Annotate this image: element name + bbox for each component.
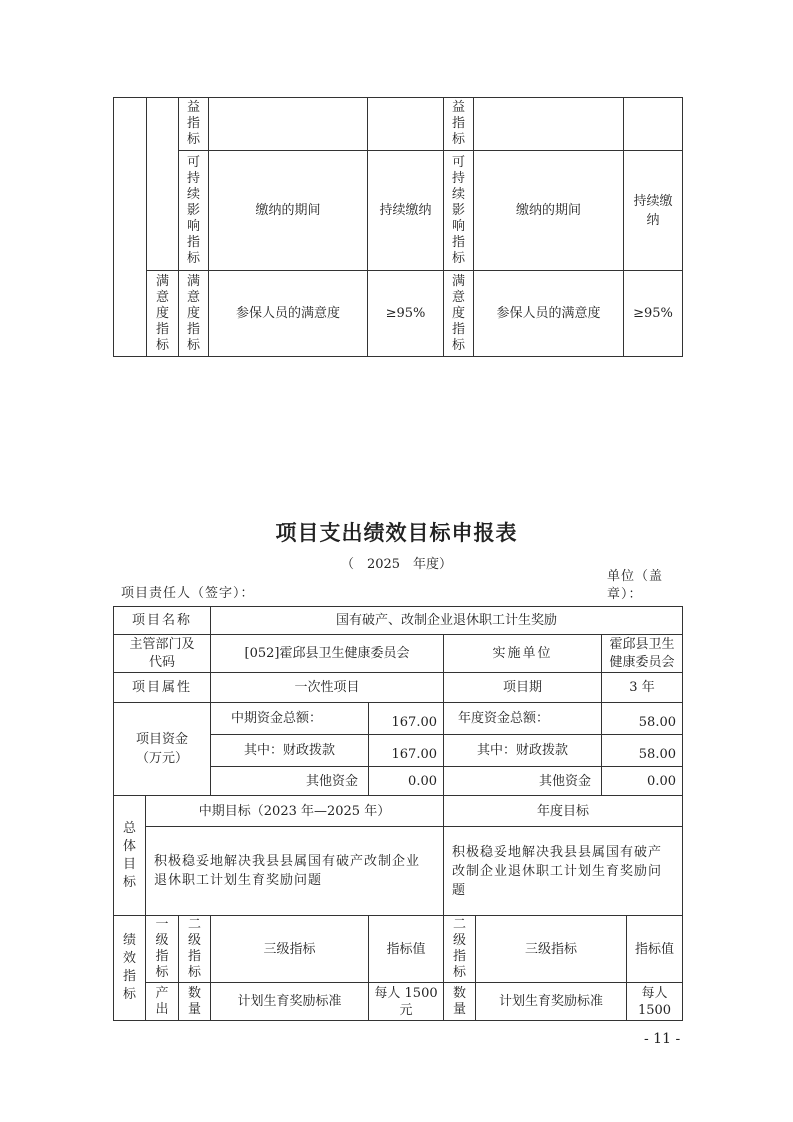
indicator-cell: 满意度指标 (146, 270, 179, 357)
indicator-cell: 益指标 (443, 97, 474, 151)
label: 实施单位 (443, 634, 602, 673)
label: 绩效指标 (113, 915, 146, 1021)
mid-goal-text: 积极稳妥地解决我县县属国有破产改制企业退休职工计划生育奖励问题 (145, 826, 444, 916)
indicator-name: 缴纳的期间 (208, 150, 368, 271)
table-cell (113, 97, 147, 357)
label: 其中：财政拨款 (210, 734, 369, 767)
label: 主管部门及代码 (113, 634, 211, 673)
indicator-value: 持续缴纳 (623, 150, 683, 271)
table-cell (146, 97, 179, 271)
responsible-person: 项目责任人（签字）： (121, 586, 255, 601)
dept-value: [052]霍邱县卫生健康委员会 (210, 634, 444, 673)
column-header: 中期目标（2023 年—2025 年） (145, 795, 444, 827)
label: 其他资金 (443, 766, 602, 796)
amount: 167.00 (368, 702, 444, 735)
indicator-name: 计划生育奖励标准 (475, 982, 627, 1021)
label: 其他资金 (210, 766, 369, 796)
column-header: 二级指标 (178, 915, 211, 983)
column-header: 三级指标 (210, 915, 369, 983)
page-number: - 11 - (644, 1031, 681, 1047)
column-header: 指标值 (368, 915, 444, 983)
indicator-name: 参保人员的满意度 (473, 270, 624, 357)
table-cell (623, 97, 683, 151)
year-goal-text: 积极稳妥地解决我县县属国有破产改制企业退休职工计划生育奖励问题 (443, 826, 683, 916)
indicator-name: 计划生育奖励标准 (210, 982, 369, 1021)
label: 总体目标 (113, 795, 146, 916)
amount: 0.00 (601, 766, 683, 796)
year-line: （ 2025 年度） (340, 557, 453, 572)
indicator-cell: 数量 (178, 982, 211, 1021)
indicator-value: 持续缴纳 (367, 150, 444, 271)
amount: 58.00 (601, 702, 683, 735)
indicator-cell: 满意度指标 (443, 270, 474, 357)
indicator-name: 缴纳的期间 (473, 150, 624, 271)
table-cell (473, 97, 624, 151)
indicator-cell: 数量 (443, 982, 476, 1021)
column-header: 二级指标 (443, 915, 476, 983)
indicator-cell: 可持续影响指标 (178, 150, 209, 271)
indicator-value: ≥95% (367, 270, 444, 357)
indicator-cell: 产出 (145, 982, 179, 1021)
column-header: 一级指标 (145, 915, 179, 983)
indicator-cell: 满意度指标 (178, 270, 209, 357)
label: 其中：财政拨款 (443, 734, 602, 767)
project-name: 国有破产、改制企业退休职工计生奖励 (210, 606, 683, 635)
table-cell (208, 97, 368, 151)
period-value: 3 年 (601, 672, 683, 703)
indicator-value: ≥95% (623, 270, 683, 357)
label: 项目期 (443, 672, 602, 703)
indicator-value: 每人 1500 元 (368, 982, 444, 1021)
label: 中期资金总额： (210, 702, 369, 735)
amount: 58.00 (601, 734, 683, 767)
page-title: 项目支出绩效目标申报表 (275, 520, 518, 545)
label: 项目资金（万元） (113, 702, 211, 796)
attr-value: 一次性项目 (210, 672, 444, 703)
table-cell (367, 97, 444, 151)
label: 项目名称 (113, 606, 211, 635)
indicator-name: 参保人员的满意度 (208, 270, 368, 357)
indicator-cell: 益指标 (178, 97, 209, 151)
amount: 0.00 (368, 766, 444, 796)
indicator-value: 每人 1500 (626, 982, 683, 1021)
amount: 167.00 (368, 734, 444, 767)
indicator-cell: 可持续影响指标 (443, 150, 474, 271)
label: 年度资金总额： (443, 702, 602, 735)
impl-value: 霍邱县卫生健康委员会 (601, 634, 683, 673)
label: 项目属性 (113, 672, 211, 703)
column-header: 三级指标 (475, 915, 627, 983)
column-header: 年度目标 (443, 795, 683, 827)
column-header: 指标值 (626, 915, 683, 983)
unit-seal: 单位（盖章）： (607, 569, 664, 602)
